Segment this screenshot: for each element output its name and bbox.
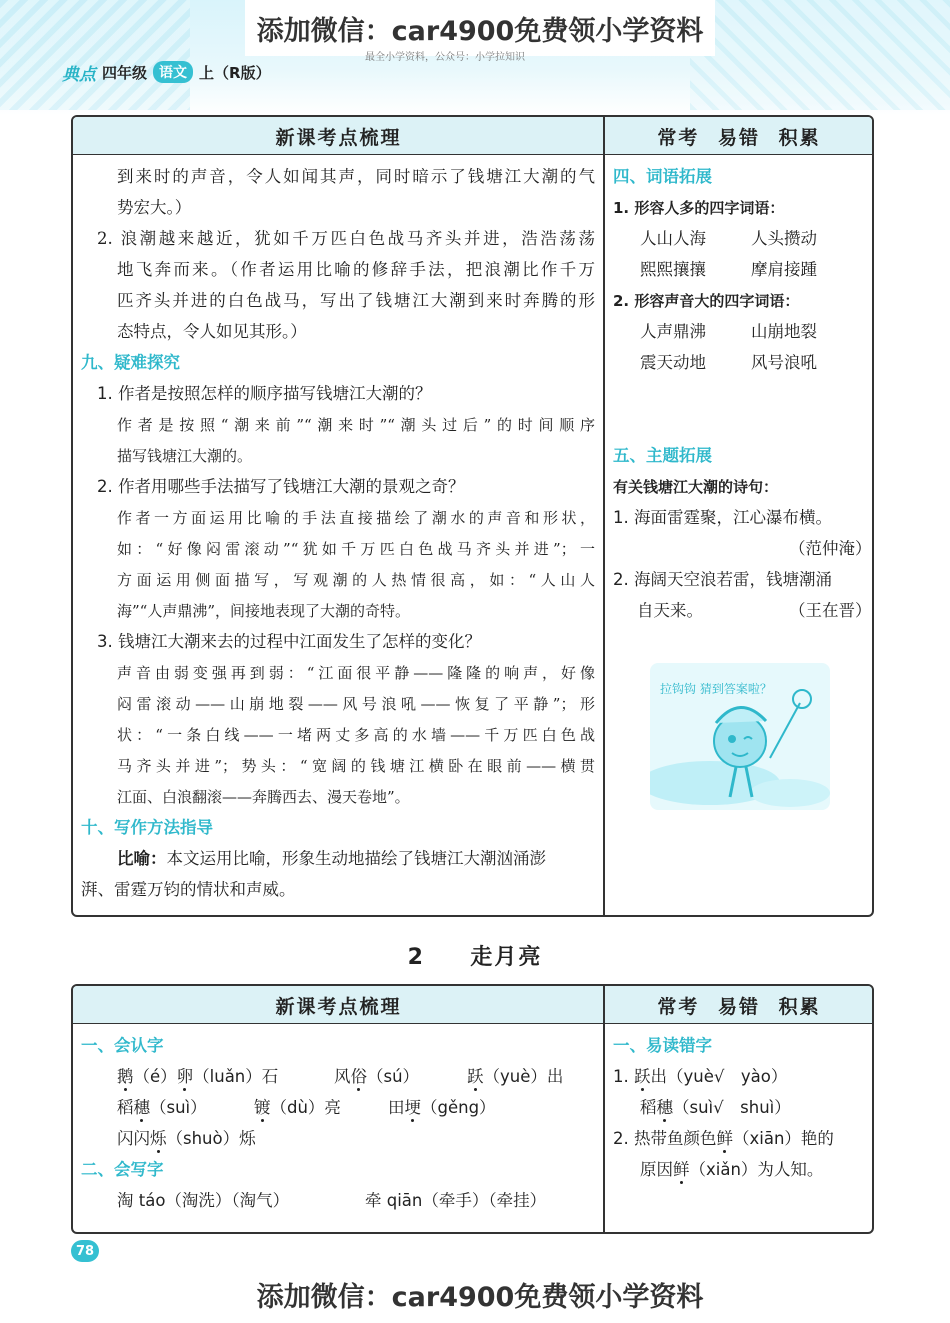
section-heading-nine: 九、疑难探究 [81, 353, 180, 372]
question-2: 2. 作者用哪些手法描写了钱塘江大潮的景观之奇？ [97, 477, 465, 496]
pinyin: （luǎn）石 [193, 1067, 279, 1086]
watermark-bottom-text: 添加微信：car4900免费领小学资料 [256, 1281, 704, 1313]
plain-text: 原因 [640, 1160, 673, 1179]
text-line: 匹齐头并进的白色战马，写出了钱塘江大潮到来时奔腾的形 [117, 291, 595, 310]
question-1: 1. 作者是按照怎样的顺序描写钱塘江大潮的？ [97, 384, 432, 403]
idiom: 人山人海 [640, 229, 706, 248]
column-divider [603, 986, 605, 1232]
idiom: 震天动地 [640, 353, 706, 372]
char-item [388, 1097, 496, 1119]
header-review: 常考 易错 积累 [657, 995, 821, 1018]
cartoon-illustration [650, 663, 830, 810]
writing-tip-line: 湃、雷霆万钧的情状和声威。 [81, 880, 296, 899]
misread-item [613, 1128, 834, 1150]
misread-item [640, 1159, 823, 1181]
poem-line: 1. 海面雷霆聚，江心瀑布横。 [613, 508, 832, 527]
plain-char: 田 [388, 1098, 405, 1117]
target-char: 跃 [634, 1067, 651, 1086]
char-item [334, 1066, 419, 1088]
book-header [62, 60, 271, 84]
plain-char: 风 [334, 1067, 351, 1086]
pinyin: （yuè）出 [483, 1067, 564, 1086]
item-number: 1. [613, 1067, 629, 1086]
subheading: 有关钱塘江大潮的诗句： [613, 478, 779, 496]
pinyin: （xiān）艳的 [733, 1129, 834, 1148]
pattern-decoration-left [0, 0, 190, 110]
plain-char: 稻 [117, 1098, 134, 1117]
volume-label: 上（R版） [199, 63, 271, 82]
brand-logo: 典点 [62, 64, 96, 85]
poem-line: 自天来。 [637, 601, 703, 620]
answer-line: 描写钱塘江大潮的。 [117, 447, 253, 465]
cartoon-girl-icon [650, 663, 830, 810]
misread-item [640, 1097, 791, 1119]
idiom: 人头攒动 [751, 229, 817, 248]
target-char: 鹅 [117, 1067, 134, 1086]
target-char: 镀 [254, 1098, 271, 1117]
target-char: 鲜 [716, 1129, 733, 1148]
target-char: 跃 [467, 1067, 484, 1086]
char-item [117, 1128, 256, 1150]
page-number: 78 [71, 1240, 99, 1262]
answer-line: 海”“人声鼎沸”，间接地表现了大潮的奇特。 [117, 602, 411, 620]
illustration-caption: 拉钩钩 猜到答案啦？ [660, 682, 772, 696]
answer-line: 江面、白浪翻滚——奔腾西去、漫天卷地”。 [117, 788, 410, 806]
pinyin: （sú） [367, 1067, 420, 1086]
grade-label: 四年级 [102, 63, 148, 82]
target-char: 烁 [150, 1129, 167, 1148]
pinyin: （dù）亮 [270, 1098, 341, 1117]
pinyin: （gěng） [421, 1098, 496, 1117]
plain-char: 稻 [640, 1098, 657, 1117]
watermark-bottom [245, 1266, 715, 1322]
column-divider [603, 117, 605, 915]
target-char: 穗 [133, 1098, 150, 1117]
idiom: 风号浪吼 [751, 353, 817, 372]
subheading: 2. 形容声音大的四字词语： [613, 292, 800, 310]
answer-line: 作者一方面运用比喻的手法直接描绘了潮水的声音和形状， [117, 509, 595, 527]
writing-tip-text: 本文运用比喻，形象生动地描绘了钱塘江大潮汹涌澎 [166, 849, 546, 868]
section-heading-recognize: 一、会认字 [81, 1036, 164, 1055]
section-heading-misread: 一、易读错字 [613, 1036, 712, 1055]
idiom: 山崩地裂 [751, 322, 817, 341]
section-heading-write: 二、会写字 [81, 1160, 164, 1179]
writing-tip-label: 比喻： [117, 849, 167, 868]
section-heading-four: 四、词语拓展 [613, 167, 712, 186]
watermark-top-text: 添加微信：car4900免费领小学资料 [256, 15, 704, 47]
char-item [467, 1066, 563, 1088]
char-item [117, 1066, 278, 1088]
text-line: 到来时的声音，令人如闻其声，同时暗示了钱塘江大潮的气 [117, 167, 595, 186]
text-line: 态特点，令人如见其形。） [117, 322, 307, 341]
answer-line: 闷雷滚动——山崩地裂——风号浪吼——恢复了平静”；形 [117, 695, 595, 713]
target-char: 卵 [176, 1067, 194, 1086]
text-line: 2. 浪潮越来越近，犹如千万匹白色战马齐头并进，浩浩荡荡 [97, 229, 595, 248]
idiom: 人声鼎沸 [640, 322, 706, 341]
writing-tip-line [117, 848, 595, 870]
write-char-item: 牵 qiān（牵手）（牵挂） [365, 1191, 547, 1210]
pinyin: （shuò）烁 [166, 1129, 256, 1148]
idiom: 熙熙攘攘 [640, 260, 706, 279]
section-heading-ten: 十、写作方法指导 [81, 818, 213, 837]
pattern-decoration-right [690, 0, 950, 110]
text-line: 势宏大。） [117, 198, 192, 217]
pinyin: （xiǎn）为人知。 [689, 1160, 824, 1179]
answer-line: 方面运用侧面描写，写观潮的人热情很高，如：“人山人 [117, 571, 595, 589]
answer-line: 马齐头并进”；势头：“宽阔的钱塘江横卧在眼前——横贯 [117, 757, 595, 775]
target-char: 俗 [350, 1067, 367, 1086]
plain-text: 2. 热带鱼颜色 [613, 1129, 717, 1148]
char-item [254, 1097, 341, 1119]
target-char: 穗 [656, 1098, 673, 1117]
misread-item [613, 1066, 787, 1088]
poem-line: 2. 海阔天空浪若雷，钱塘潮涌 [613, 570, 832, 589]
pinyin: （é） [133, 1067, 177, 1086]
faint-caption: 最全小学资料，公众号：小学拉知识 [365, 52, 525, 63]
lesson-name: 走月亮 [470, 945, 543, 970]
header-new-points: 新课考点梳理 [275, 126, 402, 149]
pinyin-options: （suì√ shuì） [673, 1098, 791, 1117]
question-3: 3. 钱塘江大潮来去的过程中江面发生了怎样的变化？ [97, 632, 481, 651]
text-line: 地飞奔而来。（作者运用比喻的修辞手法，把浪潮比作千万 [117, 260, 595, 279]
plain-char: 闪闪 [117, 1129, 150, 1148]
table-header [73, 117, 872, 155]
answer-line: 作者是按照“潮来前”“潮来时”“潮头过后”的时间顺序 [117, 416, 595, 434]
section-heading-five: 五、主题拓展 [613, 446, 712, 465]
subheading: 1. 形容人多的四字词语： [613, 199, 785, 217]
poem-author: （王在晋） [789, 601, 872, 620]
study-table-2 [71, 984, 874, 1234]
lesson-number: 2 [407, 945, 425, 970]
answer-line: 声音由弱变强再到弱：“江面很平静——隆隆的响声，好像 [117, 664, 595, 682]
pinyin: （suì） [150, 1098, 207, 1117]
write-char-item: 淘 táo（淘洗）（淘气） [117, 1191, 290, 1210]
subject-badge: 语文 [153, 61, 193, 83]
target-char: 鲜 [673, 1160, 690, 1179]
header-new-points: 新课考点梳理 [275, 995, 402, 1018]
answer-line: 如：“好像闷雷滚动”“犹如千万匹白色战马齐头并进”；一 [117, 540, 595, 558]
idiom: 摩肩接踵 [751, 260, 817, 279]
poem-author: （范仲淹） [789, 539, 872, 558]
answer-line: 状：“一条白线——一堵两丈多高的水墙——千万匹白色战 [117, 726, 595, 744]
char-item [117, 1097, 207, 1119]
pinyin-options: 出（yuè√ yào） [650, 1067, 788, 1086]
header-review: 常考 易错 积累 [657, 126, 821, 149]
target-char: 埂 [404, 1098, 421, 1117]
table-header [73, 986, 872, 1024]
lesson-title [0, 940, 950, 971]
